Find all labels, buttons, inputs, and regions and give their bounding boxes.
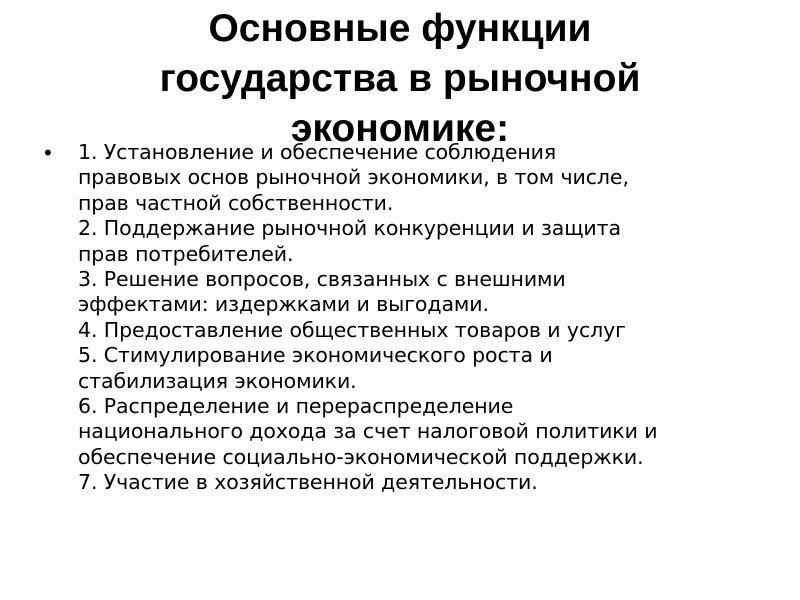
body-text-line: прав потребителей.	[78, 241, 294, 266]
slide-content	[38, 140, 778, 496]
body-text-line: 2. Поддержание рыночной конкуренции и защита	[78, 216, 621, 241]
body-text-line: 3. Решение вопросов, связанных с внешними	[78, 267, 566, 292]
body-text-line: прав частной собственности.	[78, 190, 394, 215]
body-text-line: эффектами: издержками и выгодами.	[78, 292, 489, 317]
body-text-line: 4. Предоставление общественных товаров и услуг	[78, 317, 626, 342]
slide-title-line: государства в рыночной	[159, 57, 641, 100]
slide-title	[100, 4, 700, 154]
slide-title-line: Основные функции	[208, 7, 592, 50]
body-text-line: обеспечение социально-экономической поддержки.	[78, 444, 644, 469]
bullet-item	[38, 140, 778, 496]
body-text-line: правовых основ рыночной экономики, в том числе,	[78, 165, 629, 190]
body-text-line: стабилизация экономики.	[78, 368, 357, 393]
body-text-line: 7. Участие в хозяйственной деятельности.	[78, 470, 538, 495]
body-text-line: национального дохода за счет налоговой политики и	[78, 419, 658, 444]
body-text-line: 6. Распределение и перераспределение	[78, 394, 514, 419]
body-text-line: 1. Установление и обеспечение соблюдения	[78, 140, 557, 164]
slide-title-line: экономике:	[290, 107, 510, 150]
body-text-line: 5. Стимулирование экономического роста и	[78, 343, 553, 368]
bullet-dot-icon: •	[42, 141, 54, 165]
